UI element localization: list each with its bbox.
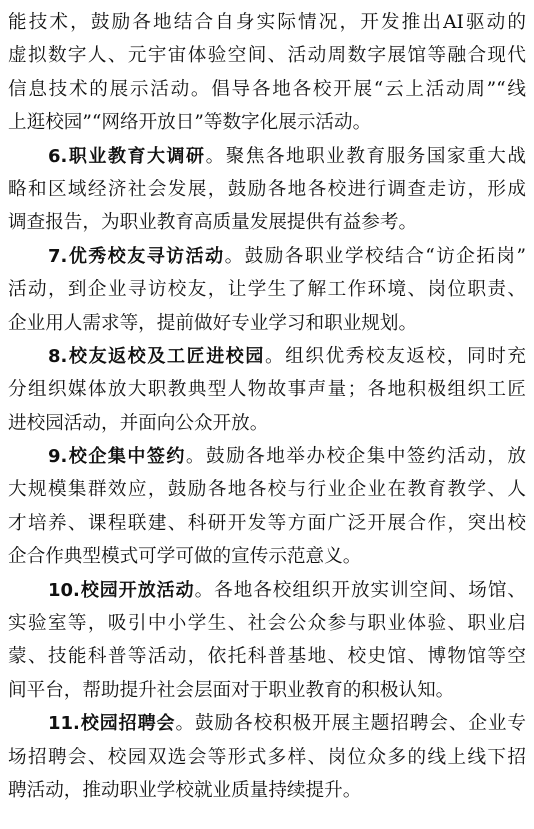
text-line — [8, 140, 526, 173]
section-heading: 6.职业教育大调研 — [48, 145, 206, 167]
text-line: 进校园活动，并面向公众开放。 — [8, 412, 269, 434]
text-line-body: 。聚焦各地职业教育服务国家重大战 — [205, 145, 526, 167]
paragraph-item-11 — [8, 707, 526, 807]
text-line: 信息技术的展示活动。倡导各地各校开展“云上活动周”“线 — [8, 78, 526, 100]
text-line: 大规模集群效应，鼓励各地各校与行业企业在教育教学、人 — [8, 479, 526, 501]
text-line — [8, 240, 526, 273]
text-line: 企业用人需求等，提前做好专业学习和职业规划。 — [8, 312, 418, 334]
paragraph-item-7 — [8, 240, 526, 340]
text-line-body: 。鼓励各校积极开展主题招聘会、企业专 — [175, 713, 526, 735]
text-line: 分组织媒体放大职教典型人物故事声量；各地积极组织工匠 — [8, 379, 526, 401]
text-line: 活动，到企业寻访校友，让学生了解工作环境、岗位职责、 — [8, 279, 526, 301]
section-heading: 7.优秀校友寻访活动 — [48, 245, 225, 267]
text-line — [8, 440, 526, 473]
text-line: 虚拟数字人、元宇宙体验空间、活动周数字展馆等融合现代 — [8, 45, 526, 67]
text-line: 上逛校园”“网络开放日”等数字化展示活动。 — [8, 112, 372, 134]
text-line: 实验室等，吸引中小学生、社会公众参与职业体验、职业启 — [8, 613, 526, 635]
text-line-body: 。各地各校组织开放实训空间、场馆、 — [194, 579, 526, 601]
text-line: 聘活动，推动职业学校就业质量持续提升。 — [8, 779, 362, 801]
text-line: 间平台，帮助提升社会层面对于职业教育的积极认知。 — [8, 679, 455, 701]
text-line: 略和区域经济社会发展，鼓励各地各校进行调查走访，形成 — [8, 178, 526, 200]
text-line: 调查报告，为职业教育高质量发展提供有益参考。 — [8, 212, 418, 234]
section-heading: 9.校企集中签约 — [48, 446, 186, 468]
paragraph-item-9 — [8, 440, 526, 574]
paragraph-item-8 — [8, 340, 526, 440]
section-heading: 11.校园招聘会 — [48, 713, 176, 735]
text-line: 能技术，鼓励各地结合自身实际情况，开发推出AI驱动的 — [8, 12, 526, 33]
text-line: 企合作典型模式可学可做的宣传示范意义。 — [8, 546, 362, 568]
text-line — [8, 340, 526, 373]
text-line-body: 。鼓励各地举办校企集中签约活动，放 — [185, 446, 526, 468]
text-line — [8, 574, 526, 607]
text-line: 场招聘会、校园双选会等形式多样、岗位众多的线上线下招 — [8, 746, 526, 768]
text-line-body: 。组织优秀校友返校，同时充 — [265, 345, 526, 367]
text-line-body: 。鼓励各职业学校结合“访企拓岗” — [224, 245, 526, 267]
paragraph-item-6 — [8, 140, 526, 240]
paragraph-item-10 — [8, 574, 526, 708]
section-heading: 8.校友返校及工匠进校园 — [48, 345, 266, 367]
text-line: 才培养、课程联建、科研开发等方面广泛开展合作，突出校 — [8, 512, 526, 534]
text-line: 蒙、技能科普等活动，依托科普基地、校史馆、博物馆等空 — [8, 646, 526, 668]
text-line — [8, 707, 526, 740]
section-heading: 10.校园开放活动 — [48, 579, 195, 601]
paragraph-intro-continuation — [8, 6, 526, 140]
